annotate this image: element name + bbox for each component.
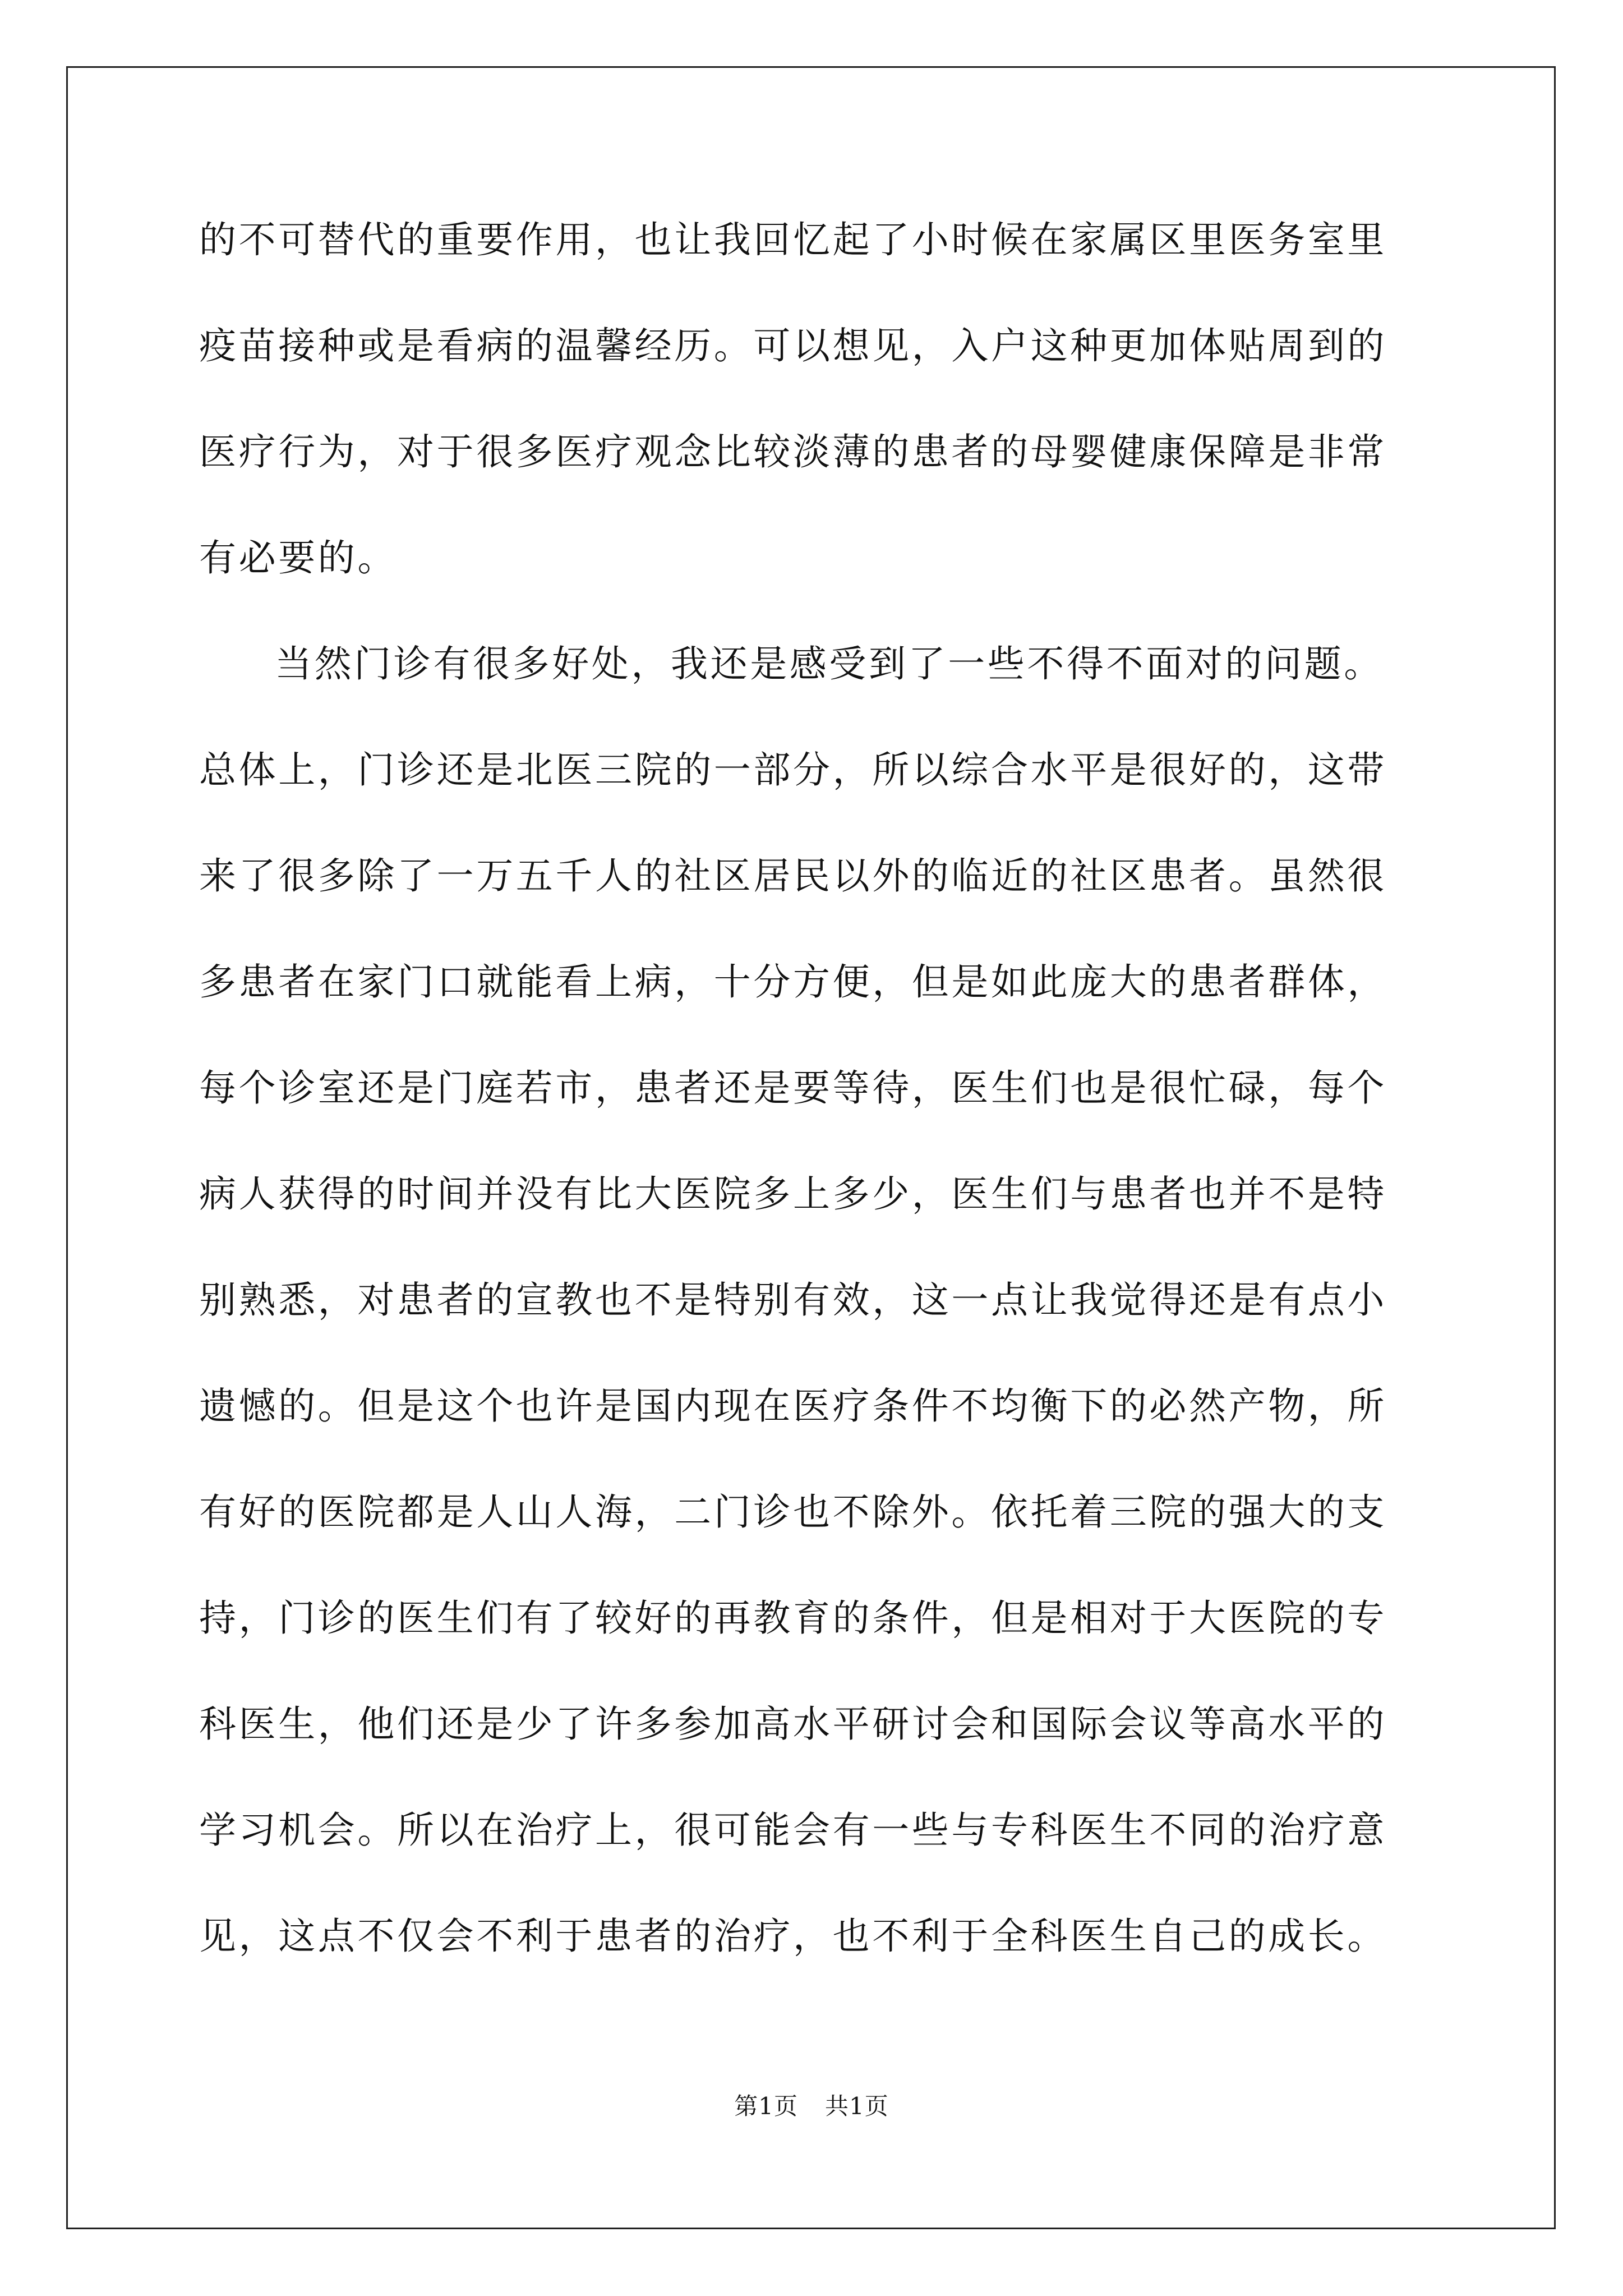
- text-line: 每个诊室还是门庭若市，患者还是要等待，医生们也是很忙碌，每个: [199, 1066, 1387, 1110]
- text-line: 多患者在家门口就能看上病，十分方便，但是如此庞大的患者群体，: [199, 960, 1387, 1004]
- text-line: 见，这点不仅会不利于患者的治疗，也不利于全科医生自己的成长。: [199, 1915, 1387, 1958]
- page-total: 共1页: [825, 2092, 889, 2120]
- text-line: 遗憾的。但是这个也许是国内现在医疗条件不均衡下的必然产物，所: [199, 1384, 1387, 1428]
- page-number: 第1页: [734, 2092, 798, 2120]
- text-line: 持，门诊的医生们有了较好的再教育的条件，但是相对于大医院的专: [199, 1596, 1387, 1640]
- text-line: 科医生，他们还是少了许多参加高水平研讨会和国际会议等高水平的: [199, 1703, 1387, 1746]
- text-line: 有好的医院都是人山人海，二门诊也不除外。依托着三院的强大的支: [199, 1490, 1387, 1534]
- text-line: 总体上，门诊还是北医三院的一部分，所以综合水平是很好的，这带: [199, 748, 1387, 792]
- text-line: 的不可替代的重要作用，也让我回忆起了小时候在家属区里医务室里: [199, 218, 1387, 261]
- text-line: 别熟悉，对患者的宣教也不是特别有效，这一点让我觉得还是有点小: [199, 1278, 1387, 1322]
- text-line: 医疗行为，对于很多医疗观念比较淡薄的患者的母婴健康保障是非常: [199, 430, 1387, 473]
- text-line: 疫苗接种或是看病的温馨经历。可以想见，入户这种更加体贴周到的: [199, 324, 1387, 367]
- text-line: 有必要的。: [199, 536, 397, 579]
- paragraph-first-line: 当然门诊有很多好处，我还是感受到了一些不得不面对的问题。: [275, 642, 1384, 685]
- page-footer: [0, 2092, 1623, 2120]
- text-line: 学习机会。所以在治疗上，很可能会有一些与专科医生不同的治疗意: [199, 1809, 1387, 1852]
- document-body: [199, 214, 1433, 2017]
- text-line: 来了很多除了一万五千人的社区居民以外的临近的社区患者。虽然很: [199, 854, 1387, 898]
- text-line: 病人获得的时间并没有比大医院多上多少，医生们与患者也并不是特: [199, 1172, 1387, 1216]
